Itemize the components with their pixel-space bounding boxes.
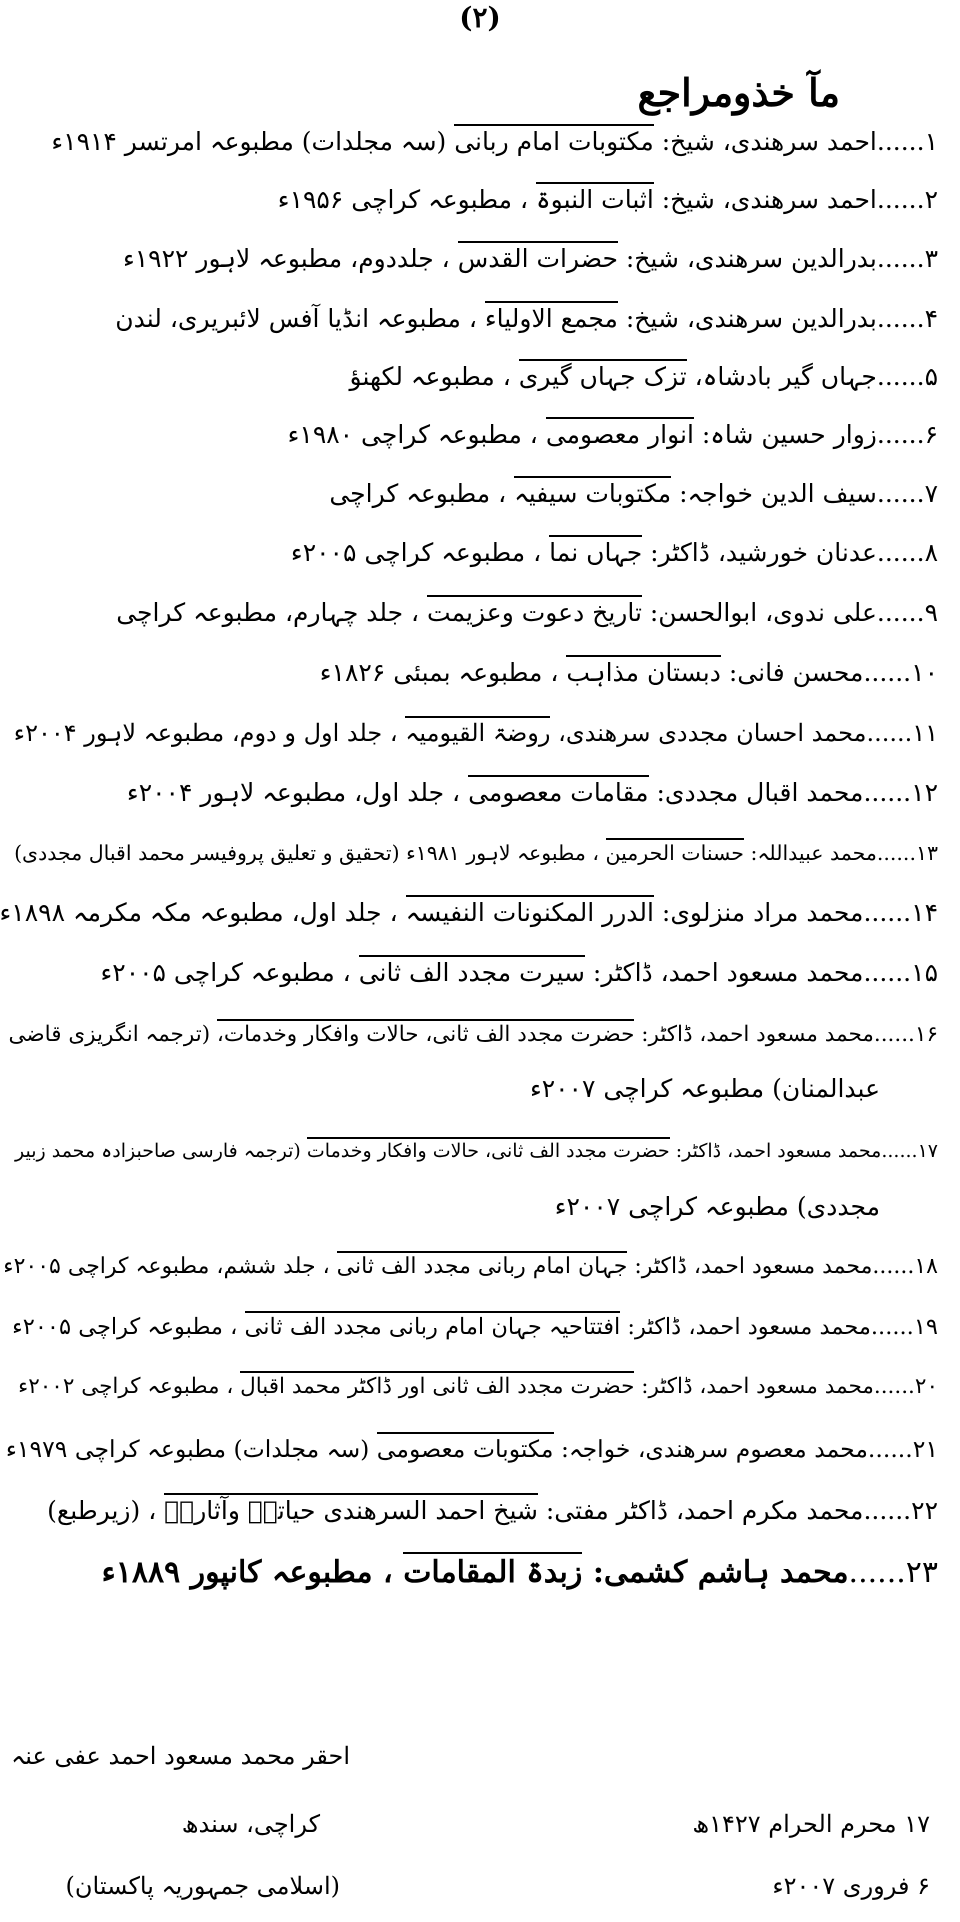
reference-item-1: ۱......احمد سرھندی، شیخ: مکتوبات امام ربانی (سہ مجلدات) مطبوعہ امرتسر ۱۹۱۴ء xyxy=(51,125,938,159)
reference-item-8: ۸......عدنان خورشید، ڈاکٹر: جہاں نما ، مطبوعہ کراچی ۲۰۰۵ء xyxy=(291,536,938,570)
reference-item-21: ۲۱......محمد معصوم سرھندی، خواجہ: مکتوبات معصومی (سہ مجلدات) مطبوعہ کراچی ۱۹۷۹ء xyxy=(6,1432,938,1466)
reference-title: جہاں نما xyxy=(549,535,642,567)
reference-item-15: ۱۵......محمد مسعود احمد، ڈاکٹر: سیرت مجدد الف ثانی ، مطبوعہ کراچی ۲۰۰۵ء xyxy=(101,956,939,990)
reference-item-17: ۱۷......محمد مسعود احمد، ڈاکٹر: حضرت مجدد الف ثانی، حالات وافکار وخدمات (ترجمہ فارسی صاحبزادہ محمد زبیر xyxy=(15,1134,938,1168)
signature-country: (اسلامی جمہوریہ پاکستان) xyxy=(65,1872,340,1900)
reference-item-19: ۱۹......محمد مسعود احمد، ڈاکٹر: افتتاحیہ جہان امام ربانی مجدد الف ثانی ، مطبوعہ کراچی ۲۰۰۵ء xyxy=(12,1310,938,1344)
reference-title: مکتوبات امام ربانی xyxy=(454,124,654,156)
reference-title: تزک جہاں گیری xyxy=(519,359,687,391)
reference-title: حسنات الحرمین xyxy=(606,838,744,865)
reference-title: مجمع الاولیاء xyxy=(485,301,618,333)
date-gregorian: ۶ فروری ۲۰۰۷ء xyxy=(772,1872,930,1900)
reference-item-3: ۳......بدرالدین سرھندی، شیخ: حضرات القدس ، جلددوم، مطبوعہ لاہور ۱۹۲۲ء xyxy=(123,242,938,276)
reference-item-23: ۲۳......محمد ہاشم کشمی: زبدۃ المقامات ، مطبوعہ کانپور ۱۸۸۹ء xyxy=(102,1556,938,1590)
reference-title: مکتوبات معصومی xyxy=(377,1432,554,1463)
reference-title: شیخ احمد السرھندی حیاتہٗ وآثارہٗ xyxy=(164,1493,538,1525)
reference-item-17-continuation: مجددی) مطبوعہ کراچی ۲۰۰۷ء xyxy=(554,1192,880,1221)
reference-title: حضرت مجدد الف ثانی، حالات وافکار وخدمات xyxy=(307,1137,670,1162)
reference-title: جہان امام ربانی مجدد الف ثانی xyxy=(337,1251,628,1279)
reference-item-16: ۱۶......محمد مسعود احمد، ڈاکٹر: حضرت مجدد الف ثانی، حالات وافکار وخدمات، (ترجمہ انگریزی قاضی xyxy=(8,1018,938,1052)
reference-item-9: ۹......علی ندوی، ابوالحسن: تاریخ دعوت وعزیمت ، جلد چہارم، مطبوعہ کراچی xyxy=(116,596,938,630)
reference-item-5: ۵......جہاں گیر بادشاہ، تزک جہاں گیری ، مطبوعہ لکھنؤ xyxy=(350,360,938,394)
reference-title: زبدۃ المقامات xyxy=(403,1552,582,1590)
reference-item-6: ۶......زوار حسین شاہ: انوار معصومی ، مطبوعہ کراچی ۱۹۸۰ء xyxy=(288,418,938,452)
date-hijri: ۱۷ محرم الحرام ۱۴۲۷ھ xyxy=(692,1810,930,1838)
reference-item-11: ۱۱......محمد احسان مجددی سرھندی، روضۃ القیومیہ ، جلد اول و دوم، مطبوعہ لاہور ۲۰۰۴ء xyxy=(14,716,938,750)
reference-title: تاریخ دعوت وعزیمت xyxy=(427,595,642,627)
reference-item-13: ۱۳......محمد عبیداللہ: حسنات الحرمین ، مطبوعہ لاہور ۱۹۸۱ء (تحقیق و تعلیق پروفیسر محمد اقبال مجددی) xyxy=(14,836,938,870)
reference-title: دبستان مذاہب xyxy=(566,655,721,687)
reference-title: حضرات القدس xyxy=(458,241,618,273)
reference-item-18: ۱۸......محمد مسعود احمد، ڈاکٹر: جہان امام ربانی مجدد الف ثانی ، جلد ششم، مطبوعہ کراچی ۲۰۰۵ء xyxy=(3,1250,938,1284)
page-number: (۲) xyxy=(459,1,501,34)
reference-item-4: ۴......بدرالدین سرھندی، شیخ: مجمع الاولیاء ، مطبوعہ انڈیا آفس لائبریری، لندن xyxy=(115,302,938,336)
reference-title: سیرت مجدد الف ثانی xyxy=(359,955,585,987)
reference-title: اثبات النبوۃ xyxy=(536,182,654,214)
reference-item-22: ۲۲......محمد مکرم احمد، ڈاکٹر مفتی: شیخ احمد السرھندی حیاتہٗ وآثارہٗ ، (زیرطبع) xyxy=(47,1494,938,1528)
reference-title: انوار معصومی xyxy=(546,417,694,449)
reference-item-7: ۷......سیف الدین خواجہ: مکتوبات سیفیہ ، مطبوعہ کراچی xyxy=(329,477,938,511)
reference-title: الدرر المکنونات النفیسہ xyxy=(406,895,654,927)
reference-title: حضرت مجدد الف ثانی، حالات وافکار وخدمات، xyxy=(217,1019,634,1047)
reference-item-16-continuation: عبدالمنان) مطبوعہ کراچی ۲۰۰۷ء xyxy=(529,1074,880,1103)
references-heading: مآ خذومراجع xyxy=(637,70,840,115)
reference-title: مقامات معصومی xyxy=(468,775,648,807)
reference-item-2: ۲......احمد سرھندی، شیخ: اثبات النبوۃ ، مطبوعہ کراچی ۱۹۵۶ء xyxy=(278,183,938,217)
reference-title: مکتوبات سیفیہ xyxy=(514,476,671,508)
signature-name: احقر محمد مسعود احمد عفی عنہ xyxy=(11,1742,350,1770)
reference-item-20: ۲۰......محمد مسعود احمد، ڈاکٹر: حضرت مجدد الف ثانی اور ڈاکٹر محمد اقبال ، مطبوعہ کراچی ۲۰۰۲ء xyxy=(18,1370,938,1404)
signature-city: کراچی، سندھ xyxy=(181,1810,320,1838)
reference-item-14: ۱۴......محمد مراد منزلوی: الدرر المکنونات النفیسہ ، جلد اول، مطبوعہ مکہ مکرمہ ۱۸۹۸ء xyxy=(0,896,938,930)
reference-title: حضرت مجدد الف ثانی اور ڈاکٹر محمد اقبال xyxy=(240,1371,634,1399)
reference-item-12: ۱۲......محمد اقبال مجددی: مقامات معصومی ، جلد اول، مطبوعہ لاہور ۲۰۰۴ء xyxy=(127,776,938,810)
reference-title: افتتاحیہ جہان امام ربانی مجدد الف ثانی xyxy=(245,1311,621,1340)
reference-item-10: ۱۰......محسن فانی: دبستان مذاہب ، مطبوعہ بمبئی ۱۸۲۶ء xyxy=(320,656,938,690)
reference-title: روضۃ القیومیہ xyxy=(405,716,550,747)
